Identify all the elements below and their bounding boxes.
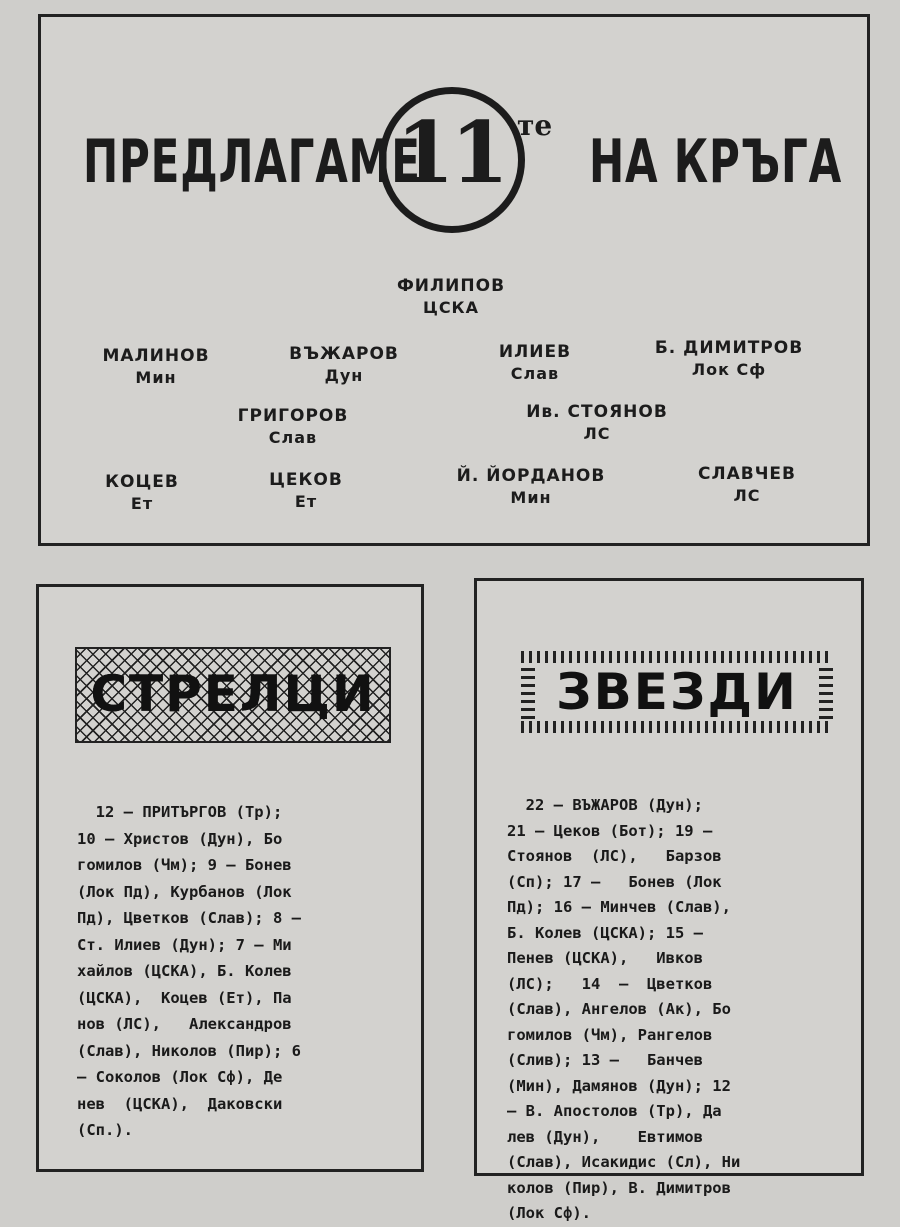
player-defender-1 <box>81 345 231 389</box>
player-name: Ив. СТОЯНОВ <box>526 402 668 422</box>
text-line: (Слав), Исакидис (Сл), Ни <box>507 1153 741 1171</box>
text-line: (Слив); 13 — Банчев <box>507 1051 703 1069</box>
player-club: Слав <box>268 428 318 447</box>
player-name: ФИЛИПОВ <box>396 276 506 296</box>
player-club: Ет <box>294 492 318 511</box>
text-line: (Слав), Ангелов (Ак), Бо <box>507 1000 731 1018</box>
player-name: МАЛИНОВ <box>102 346 210 366</box>
team-of-the-round-box <box>38 14 870 546</box>
text-line: лев (Дун), Евтимов <box>507 1127 703 1146</box>
player-goalkeeper <box>381 275 521 319</box>
player-forward-2 <box>241 469 371 513</box>
text-line: колов (Пир), В. Димитров <box>507 1178 731 1197</box>
text-line: (Лок Сф). <box>507 1204 591 1222</box>
text-line: Пд); 16 — Минчев (Слав), <box>507 898 731 916</box>
player-name: ВЪЖАРОВ <box>289 344 399 364</box>
text-line: 21 — Цеков (Бот); 19 — <box>507 821 713 840</box>
text-line: (Лок Пд), Курбанов (Лок <box>77 882 292 901</box>
player-defender-4 <box>637 337 821 381</box>
banner-decoration <box>819 665 833 719</box>
text-line: — В. Апостолов (Тр), Да <box>507 1102 722 1120</box>
player-name: СЛАВЧЕВ <box>697 464 797 484</box>
banner-decoration <box>521 651 833 663</box>
headline <box>41 87 867 257</box>
text-line: Б. Колев (ЦСКА); 15 — <box>507 923 703 942</box>
player-club: Дун <box>324 366 364 385</box>
text-line: Пд), Цветков (Слав); 8 — <box>77 909 301 927</box>
headline-left: ПРЕДЛАГАМЕ <box>83 127 421 197</box>
headline-superscript: те <box>517 109 553 142</box>
text-line: (Слав), Николов (Пир); 6 <box>77 1041 301 1060</box>
headline-number: 11 <box>396 103 505 202</box>
text-line: — Соколов (Лок Сф), Де <box>77 1068 283 1086</box>
player-forward-1 <box>77 471 207 515</box>
scorers-banner <box>75 647 391 743</box>
scorers-list <box>77 799 301 1144</box>
stars-list <box>507 793 740 1227</box>
scorers-title: СТРЕЛЦИ <box>90 665 376 723</box>
player-name: КОЦЕВ <box>105 472 179 492</box>
player-club: ЦСКА <box>422 298 480 317</box>
player-name: ГРИГОРОВ <box>237 406 349 426</box>
player-club: Ет <box>130 494 154 513</box>
player-club: Лок Сф <box>691 360 767 379</box>
text-line: (Мин), Дамянов (Дун); 12 <box>507 1076 731 1095</box>
text-line: Ст. Илиев (Дун); 7 — Ми <box>77 935 292 954</box>
stars-box <box>474 578 864 1222</box>
player-name: ЦЕКОВ <box>269 470 343 490</box>
text-line: Пенев (ЦСКА), Ивков <box>507 949 703 967</box>
player-midfielder-2 <box>497 401 697 445</box>
player-club: Мин <box>135 368 177 387</box>
player-midfielder-1 <box>213 405 373 449</box>
player-club: Слав <box>510 364 560 383</box>
text-line: гомилов (Чм); 9 — Бонев <box>77 856 292 874</box>
player-forward-4 <box>677 463 817 507</box>
scorers-box <box>36 584 424 1172</box>
headline-right: НА КРЪГА <box>589 127 842 197</box>
text-line: (ЦСКА), Коцев (Ет), Па <box>77 988 292 1007</box>
text-line: (Сп); 17 — Бонев (Лок <box>507 872 722 891</box>
text-line: (Сп.). <box>77 1121 133 1139</box>
text-line: 22 — ВЪЖАРОВ (Дун); <box>507 796 703 814</box>
text-line: хайлов (ЦСКА), Б. Колев <box>77 962 292 980</box>
text-line: 10 — Христов (Дун), Бо <box>77 829 283 848</box>
player-club: Мин <box>510 488 552 507</box>
text-line: гомилов (Чм), Рангелов <box>507 1025 713 1044</box>
text-line: Стоянов (ЛС), Барзов <box>507 847 722 865</box>
text-line: 12 — ПРИТЪРГОВ (Тр); <box>77 803 283 821</box>
text-line: нев (ЦСКА), Даковски <box>77 1094 283 1113</box>
player-forward-3 <box>431 465 631 509</box>
text-line: (ЛС); 14 — Цветков <box>507 974 713 993</box>
stars-banner <box>521 641 833 737</box>
player-club: ЛС <box>583 424 611 443</box>
player-name: Б. ДИМИТРОВ <box>654 338 804 358</box>
player-name: Й. ЙОРДАНОВ <box>456 466 606 486</box>
text-line: нов (ЛС), Александров <box>77 1015 292 1033</box>
banner-decoration <box>521 721 833 733</box>
player-name: ИЛИЕВ <box>498 342 572 362</box>
stars-title: ЗВЕЗДИ <box>556 663 798 721</box>
player-defender-3 <box>465 341 605 385</box>
player-defender-2 <box>269 343 419 387</box>
player-club: ЛС <box>733 486 761 505</box>
